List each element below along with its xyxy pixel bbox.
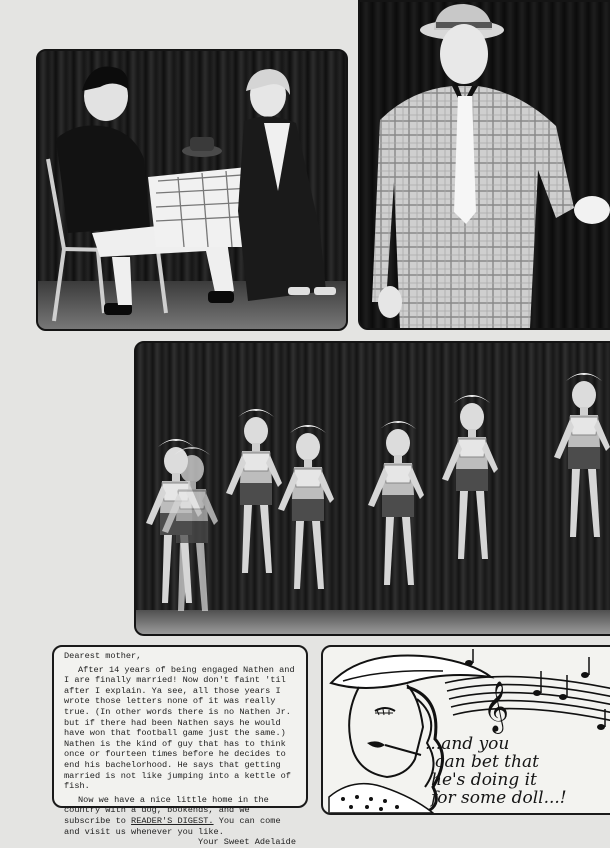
letter-paragraph-2 — [64, 795, 296, 837]
letter-signature: Your Sweet Adelaide — [198, 837, 296, 848]
table-scene-photo — [36, 49, 348, 331]
svg-text:𝄞: 𝄞 — [483, 681, 510, 732]
doodle-line-1: ...and you — [425, 734, 510, 754]
man-in-plaid-suit-photo — [360, 2, 610, 328]
letter-paragraph-1: After 14 years of being engaged Nathen and I are finally married! Now don't faint 'til after I explain. Ya see, all those years I wrote those letters none of it was really true. (In other words there is no Nathen Jr. but if there had been Nathen says he would have won that football game just the same.) Nathen is the kind of guy that has to think once or fourteen times before he decides to end his bachelorhood. He says that getting married is not like jumping into a kettle of fish. — [64, 664, 295, 792]
doodle-line-2: can bet that — [435, 752, 539, 772]
letter-salutation: Dearest mother, — [64, 651, 142, 661]
dancers-photo — [134, 341, 610, 636]
letter-paragraph-2-start: Now we have a nice little home in the country with a dog, bookends, and we subscribe to — [64, 794, 269, 826]
letter-box — [52, 645, 308, 848]
letter-paragraph-2-end: You can come and visit us whenever you like. — [64, 815, 281, 837]
doodle-line-4: for some doll...! — [431, 788, 567, 808]
doodle-line-3: he's doing it — [431, 770, 537, 790]
chorus-line-dancers-photo — [136, 343, 610, 634]
couple-at-table-photo — [38, 51, 346, 329]
gambler-photo — [358, 0, 610, 330]
doodle-panel — [321, 645, 610, 815]
readers-digest-text: READER'S DIGEST. — [131, 815, 214, 826]
